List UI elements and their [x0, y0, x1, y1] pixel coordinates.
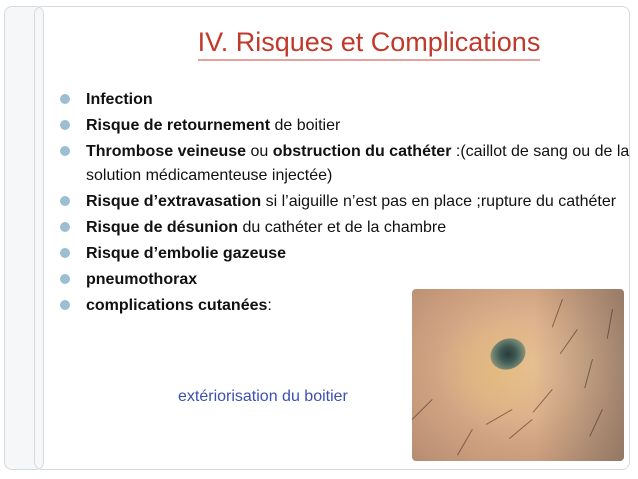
- bullet-bold-text: Risque d’extravasation: [86, 193, 262, 210]
- bullet-bold-text: Thrombose veineuse: [86, 143, 247, 160]
- sub-item-text: extériorisation du boitier: [178, 388, 348, 405]
- bullet-item: [60, 190, 630, 214]
- bullet-bold-text: obstruction du cathéter: [272, 143, 452, 160]
- photo-hair: [412, 399, 433, 421]
- bullet-dot-icon: [60, 274, 70, 284]
- bullet-dot-icon: [60, 196, 70, 206]
- bullet-text: du cathéter et de la chambre: [238, 219, 447, 236]
- bullet-bold-text: Risque d’embolie gazeuse: [86, 245, 287, 262]
- bullet-dot-icon: [60, 146, 70, 156]
- bullet-bold-text: Risque de désunion: [86, 219, 239, 236]
- bullet-bold-text: Infection: [86, 91, 153, 108]
- bullet-item: [60, 140, 630, 188]
- bullet-bold-text: pneumothorax: [86, 271, 198, 288]
- bullet-dot-icon: [60, 248, 70, 258]
- bullet-bold-text: Risque de retournement: [86, 117, 271, 134]
- bullet-item: [60, 216, 630, 240]
- bullet-text: de boitier: [270, 117, 341, 134]
- bullet-bold-text: complications cutanées: [86, 297, 268, 314]
- bullet-text: :(caillot de sang ou de la solution médicamenteuse injectée): [86, 143, 630, 184]
- photo-hair: [457, 429, 473, 455]
- bullet-item: [60, 242, 630, 266]
- bullet-text: si l’aiguille n’est pas en place ;rupture du cathéter: [261, 193, 617, 210]
- slide-title: [0, 27, 638, 58]
- bullet-item: [60, 88, 630, 112]
- bullet-dot-icon: [60, 222, 70, 232]
- bullet-dot-icon: [60, 120, 70, 130]
- skin-complication-photo: [412, 289, 624, 461]
- bullet-text: ou: [246, 143, 273, 160]
- bullet-dot-icon: [60, 94, 70, 104]
- bullet-list: [60, 88, 630, 320]
- bullet-dot-icon: [60, 300, 70, 310]
- bullet-text: :: [267, 297, 272, 314]
- bullet-item: [60, 114, 630, 138]
- slide-title-text: IV. Risques et Complications: [198, 27, 541, 61]
